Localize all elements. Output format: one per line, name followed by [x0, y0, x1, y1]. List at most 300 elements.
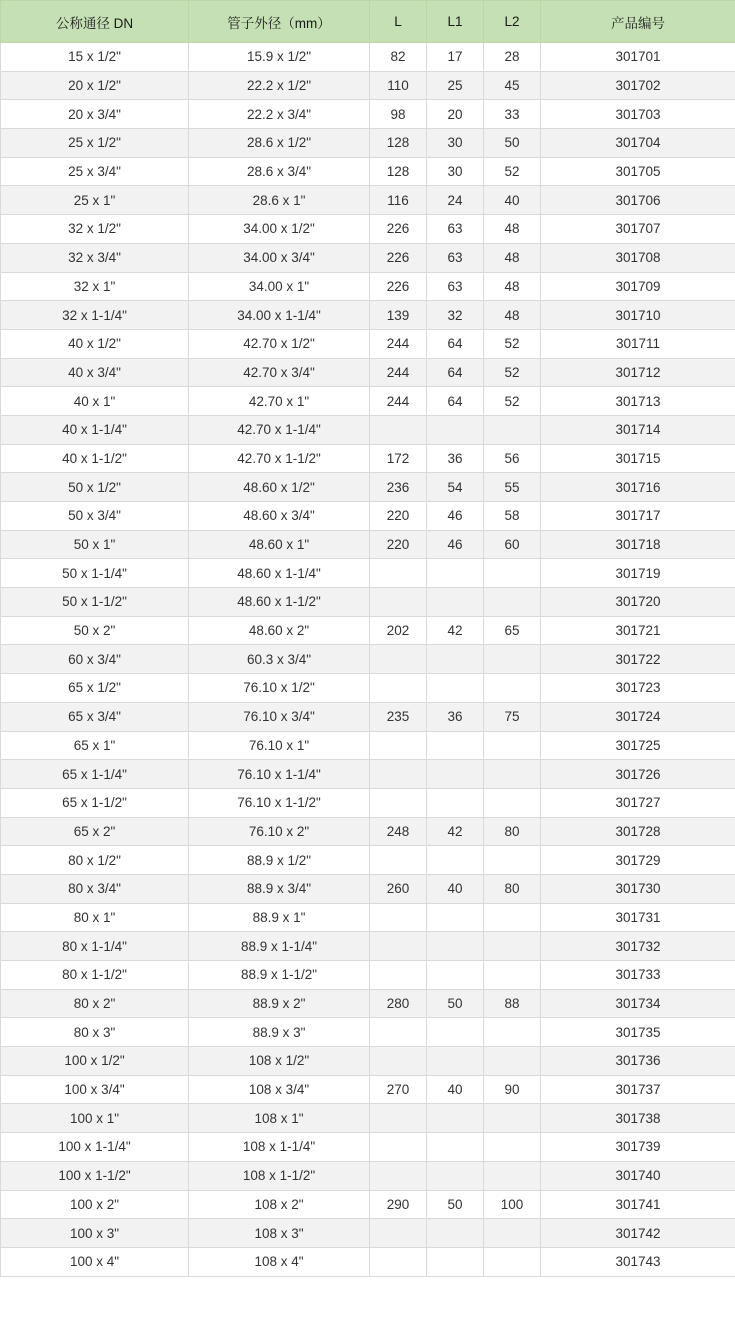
cell-dn: 40 x 1-1/2": [1, 444, 189, 473]
cell-l1: 24: [427, 186, 484, 215]
table-row: [1, 674, 735, 703]
cell-l1: 50: [427, 989, 484, 1018]
cell-l2: 50: [484, 129, 541, 158]
header-row: [1, 1, 735, 43]
cell-dn: 80 x 2": [1, 989, 189, 1018]
table-row: [1, 1190, 735, 1219]
cell-product-code: 301730: [541, 874, 735, 903]
cell-product-code: 301725: [541, 731, 735, 760]
cell-l: 226: [370, 215, 427, 244]
cell-l1: [427, 760, 484, 789]
table-row: [1, 301, 735, 330]
cell-product-code: 301736: [541, 1047, 735, 1076]
cell-product-code: 301705: [541, 157, 735, 186]
cell-l2: [484, 559, 541, 588]
cell-l2: [484, 588, 541, 617]
cell-product-code: 301711: [541, 329, 735, 358]
cell-product-code: 301713: [541, 387, 735, 416]
cell-outer-diameter: 88.9 x 3/4": [189, 874, 370, 903]
table-row: [1, 387, 735, 416]
cell-dn: 100 x 4": [1, 1247, 189, 1276]
cell-outer-diameter: 48.60 x 3/4": [189, 502, 370, 531]
cell-l: 128: [370, 129, 427, 158]
cell-l: 98: [370, 100, 427, 129]
cell-l1: 30: [427, 129, 484, 158]
cell-dn: 32 x 3/4": [1, 243, 189, 272]
table-row: [1, 731, 735, 760]
cell-outer-diameter: 42.70 x 1-1/4": [189, 415, 370, 444]
cell-l: [370, 731, 427, 760]
column-header-l1: L1: [427, 1, 484, 43]
cell-dn: 32 x 1/2": [1, 215, 189, 244]
cell-outer-diameter: 48.60 x 1": [189, 530, 370, 559]
cell-dn: 80 x 1-1/4": [1, 932, 189, 961]
table-row: [1, 903, 735, 932]
cell-l1: [427, 846, 484, 875]
cell-dn: 65 x 1": [1, 731, 189, 760]
cell-dn: 32 x 1-1/4": [1, 301, 189, 330]
cell-product-code: 301719: [541, 559, 735, 588]
cell-l2: 55: [484, 473, 541, 502]
cell-l: 128: [370, 157, 427, 186]
cell-l: 110: [370, 71, 427, 100]
cell-l2: 52: [484, 329, 541, 358]
table-row: [1, 1018, 735, 1047]
cell-l2: [484, 961, 541, 990]
cell-l2: [484, 846, 541, 875]
table-row: [1, 530, 735, 559]
cell-product-code: 301726: [541, 760, 735, 789]
cell-product-code: 301712: [541, 358, 735, 387]
cell-l: 248: [370, 817, 427, 846]
cell-l2: [484, 788, 541, 817]
table-row: [1, 329, 735, 358]
cell-l1: 46: [427, 530, 484, 559]
table-row: [1, 272, 735, 301]
cell-l: 244: [370, 329, 427, 358]
table-row: [1, 1219, 735, 1248]
cell-outer-diameter: 88.9 x 2": [189, 989, 370, 1018]
cell-l2: [484, 415, 541, 444]
cell-product-code: 301741: [541, 1190, 735, 1219]
cell-l1: 30: [427, 157, 484, 186]
cell-product-code: 301727: [541, 788, 735, 817]
cell-product-code: 301709: [541, 272, 735, 301]
cell-dn: 15 x 1/2": [1, 43, 189, 72]
table-row: [1, 989, 735, 1018]
cell-l1: [427, 731, 484, 760]
cell-product-code: 301722: [541, 645, 735, 674]
cell-dn: 80 x 3/4": [1, 874, 189, 903]
cell-outer-diameter: 76.10 x 2": [189, 817, 370, 846]
cell-l1: 42: [427, 817, 484, 846]
cell-dn: 100 x 3": [1, 1219, 189, 1248]
cell-dn: 20 x 1/2": [1, 71, 189, 100]
cell-outer-diameter: 28.6 x 1/2": [189, 129, 370, 158]
cell-l1: 32: [427, 301, 484, 330]
cell-l2: 48: [484, 301, 541, 330]
table-row: [1, 444, 735, 473]
cell-dn: 32 x 1": [1, 272, 189, 301]
cell-dn: 40 x 1-1/4": [1, 415, 189, 444]
table-row: [1, 1075, 735, 1104]
cell-l1: [427, 588, 484, 617]
table-header: [1, 1, 735, 43]
table-row: [1, 961, 735, 990]
cell-outer-diameter: 34.00 x 1": [189, 272, 370, 301]
cell-dn: 100 x 2": [1, 1190, 189, 1219]
cell-l2: 40: [484, 186, 541, 215]
cell-l: 226: [370, 272, 427, 301]
cell-dn: 100 x 3/4": [1, 1075, 189, 1104]
cell-l2: [484, 1047, 541, 1076]
cell-l2: 58: [484, 502, 541, 531]
cell-l1: [427, 1219, 484, 1248]
cell-outer-diameter: 108 x 1-1/2": [189, 1161, 370, 1190]
cell-l1: 46: [427, 502, 484, 531]
cell-outer-diameter: 88.9 x 1/2": [189, 846, 370, 875]
cell-l1: [427, 1104, 484, 1133]
cell-product-code: 301716: [541, 473, 735, 502]
cell-l2: 52: [484, 358, 541, 387]
column-header-product-code: 产品编号: [541, 1, 735, 43]
cell-l: 202: [370, 616, 427, 645]
cell-product-code: 301729: [541, 846, 735, 875]
cell-l: 226: [370, 243, 427, 272]
cell-dn: 65 x 2": [1, 817, 189, 846]
cell-l: [370, 788, 427, 817]
cell-l1: 40: [427, 1075, 484, 1104]
table-row: [1, 157, 735, 186]
cell-product-code: 301732: [541, 932, 735, 961]
cell-l: 220: [370, 530, 427, 559]
table-row: [1, 760, 735, 789]
cell-l: 139: [370, 301, 427, 330]
table-row: [1, 473, 735, 502]
cell-l2: 88: [484, 989, 541, 1018]
cell-outer-diameter: 108 x 1": [189, 1104, 370, 1133]
cell-product-code: 301708: [541, 243, 735, 272]
cell-product-code: 301717: [541, 502, 735, 531]
cell-l: 116: [370, 186, 427, 215]
cell-l: 260: [370, 874, 427, 903]
cell-l: 235: [370, 702, 427, 731]
cell-product-code: 301739: [541, 1133, 735, 1162]
cell-dn: 65 x 3/4": [1, 702, 189, 731]
cell-l1: 64: [427, 387, 484, 416]
table-row: [1, 129, 735, 158]
cell-l2: 45: [484, 71, 541, 100]
cell-outer-diameter: 88.9 x 1-1/2": [189, 961, 370, 990]
cell-product-code: 301702: [541, 71, 735, 100]
cell-product-code: 301737: [541, 1075, 735, 1104]
cell-product-code: 301738: [541, 1104, 735, 1133]
cell-outer-diameter: 88.9 x 3": [189, 1018, 370, 1047]
column-header-dn: 公称通径 DN: [1, 1, 189, 43]
cell-product-code: 301720: [541, 588, 735, 617]
cell-outer-diameter: 60.3 x 3/4": [189, 645, 370, 674]
cell-l2: 75: [484, 702, 541, 731]
cell-l: 236: [370, 473, 427, 502]
cell-product-code: 301706: [541, 186, 735, 215]
cell-l2: [484, 903, 541, 932]
cell-dn: 80 x 1": [1, 903, 189, 932]
cell-outer-diameter: 34.00 x 3/4": [189, 243, 370, 272]
cell-dn: 65 x 1/2": [1, 674, 189, 703]
cell-product-code: 301703: [541, 100, 735, 129]
cell-l: 82: [370, 43, 427, 72]
cell-l: [370, 1047, 427, 1076]
table-row: [1, 1047, 735, 1076]
cell-l1: [427, 645, 484, 674]
cell-dn: 80 x 1/2": [1, 846, 189, 875]
cell-dn: 60 x 3/4": [1, 645, 189, 674]
cell-l: [370, 1219, 427, 1248]
cell-l2: [484, 1018, 541, 1047]
cell-dn: 25 x 1": [1, 186, 189, 215]
cell-l2: [484, 731, 541, 760]
cell-l: [370, 1104, 427, 1133]
cell-l: [370, 674, 427, 703]
table-row: [1, 71, 735, 100]
cell-l2: 48: [484, 272, 541, 301]
cell-product-code: 301721: [541, 616, 735, 645]
cell-l2: 48: [484, 215, 541, 244]
cell-product-code: 301740: [541, 1161, 735, 1190]
cell-dn: 25 x 1/2": [1, 129, 189, 158]
cell-l1: [427, 788, 484, 817]
cell-l2: 33: [484, 100, 541, 129]
cell-outer-diameter: 108 x 3": [189, 1219, 370, 1248]
cell-outer-diameter: 76.10 x 1-1/2": [189, 788, 370, 817]
cell-l: [370, 932, 427, 961]
table-row: [1, 502, 735, 531]
cell-outer-diameter: 48.60 x 1/2": [189, 473, 370, 502]
cell-outer-diameter: 34.00 x 1-1/4": [189, 301, 370, 330]
cell-outer-diameter: 108 x 1-1/4": [189, 1133, 370, 1162]
cell-outer-diameter: 42.70 x 1-1/2": [189, 444, 370, 473]
cell-outer-diameter: 108 x 2": [189, 1190, 370, 1219]
table-row: [1, 817, 735, 846]
cell-l1: 42: [427, 616, 484, 645]
table-row: [1, 1247, 735, 1276]
cell-product-code: 301733: [541, 961, 735, 990]
cell-l1: [427, 674, 484, 703]
cell-product-code: 301723: [541, 674, 735, 703]
table-row: [1, 616, 735, 645]
cell-dn: 65 x 1-1/4": [1, 760, 189, 789]
cell-l1: [427, 1047, 484, 1076]
cell-l2: [484, 1133, 541, 1162]
cell-l2: [484, 1247, 541, 1276]
cell-l1: [427, 1247, 484, 1276]
cell-dn: 40 x 1": [1, 387, 189, 416]
cell-l2: 52: [484, 157, 541, 186]
cell-outer-diameter: 15.9 x 1/2": [189, 43, 370, 72]
table-row: [1, 702, 735, 731]
table-row: [1, 415, 735, 444]
cell-l1: 63: [427, 215, 484, 244]
cell-l2: [484, 1161, 541, 1190]
cell-dn: 80 x 1-1/2": [1, 961, 189, 990]
cell-l1: 63: [427, 243, 484, 272]
cell-l: [370, 961, 427, 990]
cell-l1: [427, 961, 484, 990]
cell-l: 220: [370, 502, 427, 531]
column-header-l2: L2: [484, 1, 541, 43]
column-header-outer-diameter: 管子外径（mm）: [189, 1, 370, 43]
cell-l: [370, 1161, 427, 1190]
table-row: [1, 874, 735, 903]
cell-product-code: 301715: [541, 444, 735, 473]
cell-l2: 28: [484, 43, 541, 72]
cell-dn: 25 x 3/4": [1, 157, 189, 186]
cell-product-code: 301718: [541, 530, 735, 559]
cell-dn: 40 x 1/2": [1, 329, 189, 358]
cell-l2: 56: [484, 444, 541, 473]
cell-l1: [427, 559, 484, 588]
cell-l2: 48: [484, 243, 541, 272]
cell-l1: 63: [427, 272, 484, 301]
cell-l2: 52: [484, 387, 541, 416]
cell-product-code: 301734: [541, 989, 735, 1018]
cell-l1: 17: [427, 43, 484, 72]
cell-l: 290: [370, 1190, 427, 1219]
table-row: [1, 186, 735, 215]
cell-dn: 50 x 1/2": [1, 473, 189, 502]
cell-l2: 65: [484, 616, 541, 645]
cell-product-code: 301735: [541, 1018, 735, 1047]
table-row: [1, 358, 735, 387]
cell-l1: 64: [427, 329, 484, 358]
cell-outer-diameter: 88.9 x 1": [189, 903, 370, 932]
cell-dn: 100 x 1": [1, 1104, 189, 1133]
cell-outer-diameter: 76.10 x 1/2": [189, 674, 370, 703]
cell-l1: 40: [427, 874, 484, 903]
cell-l1: 36: [427, 702, 484, 731]
cell-l2: 80: [484, 817, 541, 846]
cell-l1: 54: [427, 473, 484, 502]
cell-product-code: 301710: [541, 301, 735, 330]
table-row: [1, 559, 735, 588]
cell-dn: 50 x 3/4": [1, 502, 189, 531]
cell-product-code: 301707: [541, 215, 735, 244]
cell-l: [370, 1133, 427, 1162]
cell-l1: [427, 1133, 484, 1162]
table-row: [1, 100, 735, 129]
cell-product-code: 301742: [541, 1219, 735, 1248]
cell-l2: 80: [484, 874, 541, 903]
cell-product-code: 301701: [541, 43, 735, 72]
cell-outer-diameter: 76.10 x 3/4": [189, 702, 370, 731]
cell-outer-diameter: 48.60 x 1-1/2": [189, 588, 370, 617]
cell-l1: 25: [427, 71, 484, 100]
cell-l2: 90: [484, 1075, 541, 1104]
cell-l: 244: [370, 387, 427, 416]
cell-dn: 65 x 1-1/2": [1, 788, 189, 817]
cell-l2: [484, 1104, 541, 1133]
cell-dn: 50 x 2": [1, 616, 189, 645]
cell-outer-diameter: 22.2 x 1/2": [189, 71, 370, 100]
cell-dn: 50 x 1-1/2": [1, 588, 189, 617]
table-row: [1, 846, 735, 875]
cell-outer-diameter: 108 x 3/4": [189, 1075, 370, 1104]
table-row: [1, 788, 735, 817]
cell-l: 244: [370, 358, 427, 387]
cell-product-code: 301728: [541, 817, 735, 846]
cell-outer-diameter: 48.60 x 2": [189, 616, 370, 645]
cell-dn: 80 x 3": [1, 1018, 189, 1047]
cell-outer-diameter: 34.00 x 1/2": [189, 215, 370, 244]
cell-l: 280: [370, 989, 427, 1018]
cell-l2: [484, 1219, 541, 1248]
cell-dn: 50 x 1": [1, 530, 189, 559]
table-row: [1, 645, 735, 674]
cell-l: [370, 645, 427, 674]
cell-dn: 50 x 1-1/4": [1, 559, 189, 588]
cell-l2: [484, 932, 541, 961]
cell-product-code: 301731: [541, 903, 735, 932]
table-row: [1, 1133, 735, 1162]
cell-l: [370, 760, 427, 789]
cell-outer-diameter: 108 x 1/2": [189, 1047, 370, 1076]
cell-outer-diameter: 42.70 x 3/4": [189, 358, 370, 387]
cell-l: [370, 846, 427, 875]
cell-outer-diameter: 48.60 x 1-1/4": [189, 559, 370, 588]
table-row: [1, 43, 735, 72]
column-header-l: L: [370, 1, 427, 43]
cell-l: [370, 1247, 427, 1276]
cell-l: [370, 559, 427, 588]
cell-dn: 40 x 3/4": [1, 358, 189, 387]
cell-product-code: 301724: [541, 702, 735, 731]
cell-l2: [484, 674, 541, 703]
cell-l1: 36: [427, 444, 484, 473]
cell-l1: [427, 1018, 484, 1047]
cell-l: 172: [370, 444, 427, 473]
table-row: [1, 243, 735, 272]
cell-product-code: 301714: [541, 415, 735, 444]
cell-outer-diameter: 76.10 x 1": [189, 731, 370, 760]
table-body: [1, 43, 735, 1277]
cell-l2: [484, 645, 541, 674]
cell-l: [370, 903, 427, 932]
cell-l: [370, 415, 427, 444]
cell-l1: [427, 415, 484, 444]
cell-l1: [427, 1161, 484, 1190]
cell-l: [370, 588, 427, 617]
cell-product-code: 301704: [541, 129, 735, 158]
cell-outer-diameter: 28.6 x 1": [189, 186, 370, 215]
cell-dn: 20 x 3/4": [1, 100, 189, 129]
cell-l1: 64: [427, 358, 484, 387]
cell-l2: 60: [484, 530, 541, 559]
cell-dn: 100 x 1/2": [1, 1047, 189, 1076]
cell-l1: [427, 903, 484, 932]
table-row: [1, 1161, 735, 1190]
cell-l1: 50: [427, 1190, 484, 1219]
cell-outer-diameter: 42.70 x 1": [189, 387, 370, 416]
cell-l: [370, 1018, 427, 1047]
cell-product-code: 301743: [541, 1247, 735, 1276]
cell-outer-diameter: 76.10 x 1-1/4": [189, 760, 370, 789]
cell-outer-diameter: 88.9 x 1-1/4": [189, 932, 370, 961]
cell-outer-diameter: 28.6 x 3/4": [189, 157, 370, 186]
cell-l: 270: [370, 1075, 427, 1104]
cell-outer-diameter: 22.2 x 3/4": [189, 100, 370, 129]
cell-dn: 100 x 1-1/4": [1, 1133, 189, 1162]
table-row: [1, 932, 735, 961]
